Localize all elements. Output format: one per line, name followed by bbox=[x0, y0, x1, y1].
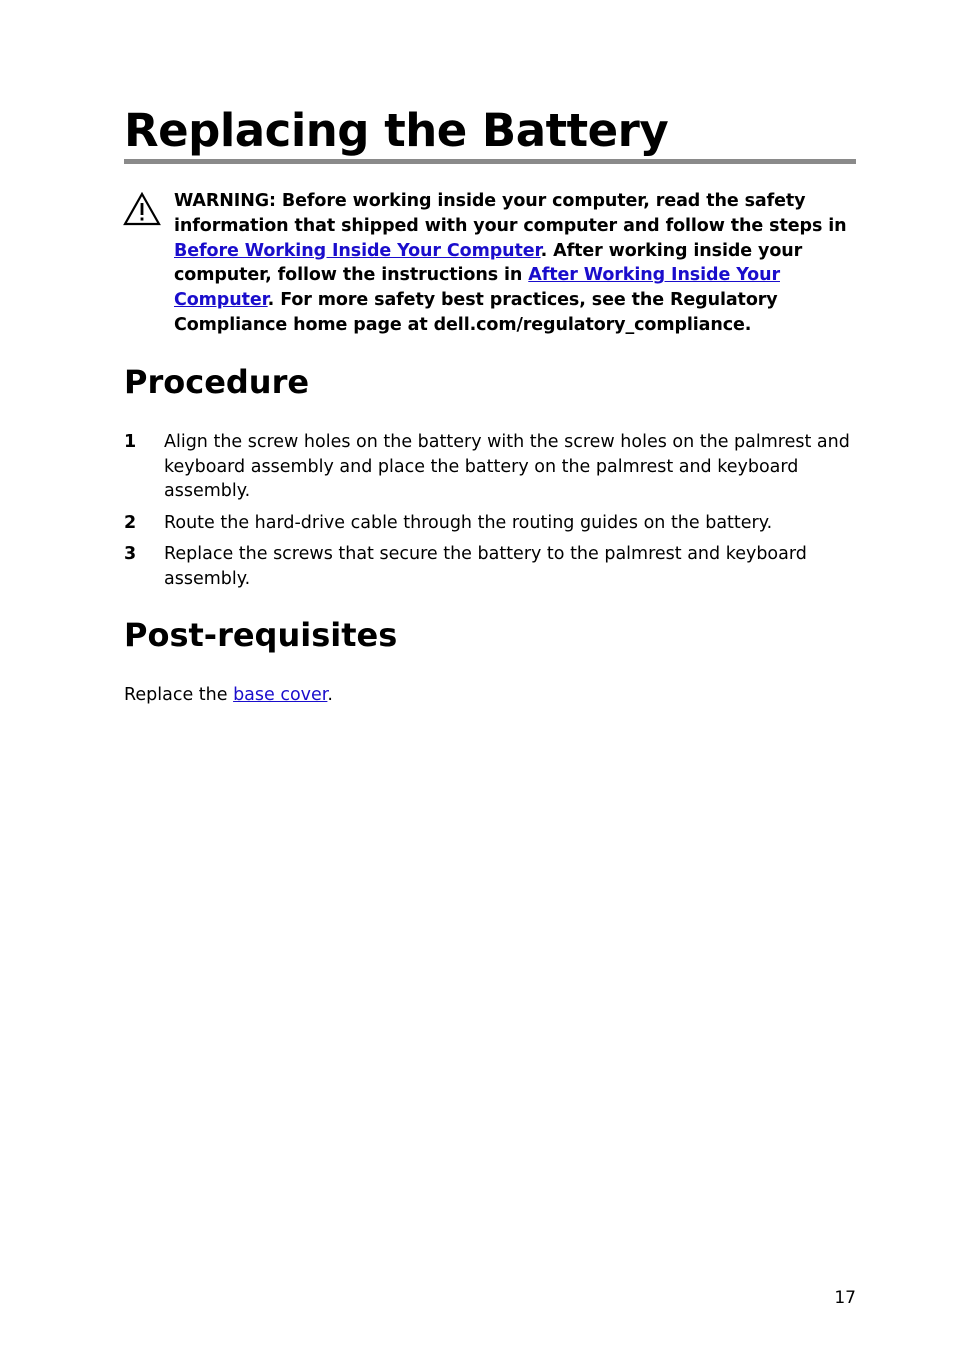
procedure-step bbox=[124, 511, 860, 536]
step-number: 3 bbox=[124, 544, 137, 565]
base-cover-link[interactable]: base cover bbox=[233, 685, 328, 705]
step-text: Replace the screws that secure the battery to the palmrest and keyboard assembly. bbox=[164, 544, 807, 589]
step-number: 2 bbox=[124, 512, 137, 533]
page-title: Replacing the Battery bbox=[124, 104, 669, 157]
postrequisites-heading: Post-requisites bbox=[124, 616, 398, 654]
warning-mid: . After working inside your computer, follow the instructions in bbox=[174, 240, 803, 286]
postreq-before: Replace the bbox=[124, 685, 234, 705]
warning-message bbox=[174, 189, 854, 338]
procedure-steps bbox=[124, 430, 860, 599]
procedure-step bbox=[124, 430, 860, 504]
procedure-heading: Procedure bbox=[124, 363, 310, 401]
title-divider bbox=[124, 159, 856, 164]
warning-triangle-icon bbox=[123, 192, 161, 226]
before-working-link[interactable]: Before Working Inside Your Computer bbox=[174, 240, 541, 261]
postrequisites-text bbox=[124, 683, 333, 708]
after-working-link[interactable]: After Working Inside Your Computer bbox=[174, 265, 780, 311]
step-text: Align the screw holes on the battery with the screw holes on the palmrest and keyboard assembly and place the battery on the palmrest and keyboard assembly. bbox=[164, 432, 850, 502]
page-number: 17 bbox=[834, 1288, 856, 1308]
step-number: 1 bbox=[124, 432, 137, 452]
warning-intro: WARNING: Before working inside your computer, read the safety information that shipped with your computer and follow the steps in bbox=[174, 191, 847, 236]
step-text: Route the hard-drive cable through the routing guides on the battery. bbox=[164, 512, 773, 533]
warning-end: . For more safety best practices, see the Regulatory Compliance home page at dell.com/regulatory_compliance. bbox=[174, 290, 778, 335]
procedure-step bbox=[124, 542, 860, 591]
postreq-after: . bbox=[327, 685, 333, 705]
